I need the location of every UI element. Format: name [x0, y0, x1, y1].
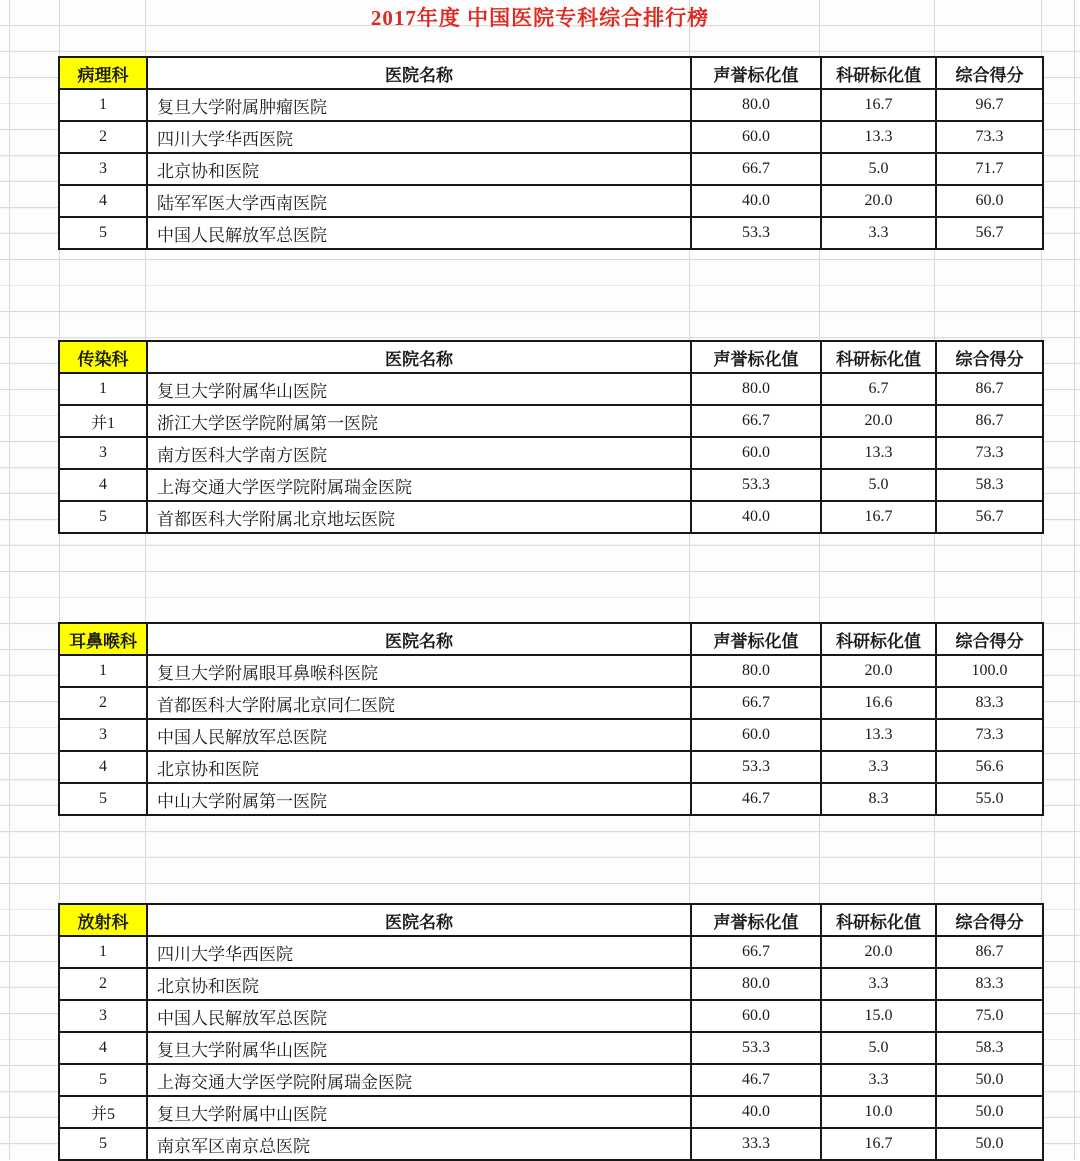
- research-cell: 20.0: [821, 936, 936, 968]
- hospital-cell: 复旦大学附属华山医院: [147, 1032, 691, 1064]
- table-row: [59, 373, 1043, 405]
- column-header-reputation: 声誉标化值: [691, 57, 821, 89]
- rank-cell: 并5: [59, 1096, 147, 1128]
- rank-cell: 1: [59, 655, 147, 687]
- reputation-cell: 53.3: [691, 469, 821, 501]
- research-cell: 3.3: [821, 751, 936, 783]
- rank-cell: 2: [59, 968, 147, 1000]
- rank-cell: 并1: [59, 405, 147, 437]
- score-cell: 83.3: [936, 687, 1043, 719]
- column-header-hospital: 医院名称: [147, 341, 691, 373]
- table-row: [59, 185, 1043, 217]
- rank-cell: 1: [59, 89, 147, 121]
- score-cell: 86.7: [936, 405, 1043, 437]
- score-cell: 86.7: [936, 936, 1043, 968]
- score-cell: 50.0: [936, 1064, 1043, 1096]
- column-header-score: 综合得分: [936, 623, 1043, 655]
- reputation-cell: 60.0: [691, 719, 821, 751]
- hospital-cell: 北京协和医院: [147, 968, 691, 1000]
- table-row: [59, 89, 1043, 121]
- table-row: [59, 1032, 1043, 1064]
- hospital-cell: 中山大学附属第一医院: [147, 783, 691, 815]
- research-cell: 20.0: [821, 655, 936, 687]
- reputation-cell: 66.7: [691, 936, 821, 968]
- table-row: [59, 783, 1043, 815]
- column-header-hospital: 医院名称: [147, 57, 691, 89]
- reputation-cell: 80.0: [691, 968, 821, 1000]
- column-header-research: 科研标化值: [821, 57, 936, 89]
- table-row: [59, 501, 1043, 533]
- hospital-cell: 复旦大学附属肿瘤医院: [147, 89, 691, 121]
- table-row: [59, 1128, 1043, 1160]
- reputation-cell: 46.7: [691, 783, 821, 815]
- research-cell: 6.7: [821, 373, 936, 405]
- header-row: [59, 904, 1043, 936]
- score-cell: 55.0: [936, 783, 1043, 815]
- research-cell: 13.3: [821, 121, 936, 153]
- department-label: 放射科: [59, 904, 147, 936]
- hospital-cell: 复旦大学附属中山医院: [147, 1096, 691, 1128]
- research-cell: 5.0: [821, 1032, 936, 1064]
- score-cell: 56.7: [936, 501, 1043, 533]
- research-cell: 3.3: [821, 1064, 936, 1096]
- reputation-cell: 33.3: [691, 1128, 821, 1160]
- score-cell: 50.0: [936, 1096, 1043, 1128]
- table-row: [59, 1000, 1043, 1032]
- column-header-research: 科研标化值: [821, 341, 936, 373]
- table-row: [59, 1064, 1043, 1096]
- column-header-research: 科研标化值: [821, 623, 936, 655]
- rank-cell: 5: [59, 501, 147, 533]
- research-cell: 15.0: [821, 1000, 936, 1032]
- score-cell: 73.3: [936, 719, 1043, 751]
- reputation-cell: 40.0: [691, 185, 821, 217]
- table-row: [59, 217, 1043, 249]
- rank-cell: 5: [59, 217, 147, 249]
- hospital-cell: 南京军区南京总医院: [147, 1128, 691, 1160]
- score-cell: 73.3: [936, 437, 1043, 469]
- reputation-cell: 53.3: [691, 751, 821, 783]
- hospital-cell: 首都医科大学附属北京地坛医院: [147, 501, 691, 533]
- table-row: [59, 968, 1043, 1000]
- reputation-cell: 66.7: [691, 153, 821, 185]
- reputation-cell: 60.0: [691, 121, 821, 153]
- hospital-cell: 首都医科大学附属北京同仁医院: [147, 687, 691, 719]
- table-row: [59, 719, 1043, 751]
- ranking-table-infectious: [58, 340, 1044, 534]
- ranking-table-radiology: [58, 903, 1044, 1161]
- rank-cell: 4: [59, 185, 147, 217]
- rank-cell: 1: [59, 373, 147, 405]
- hospital-cell: 复旦大学附属眼耳鼻喉科医院: [147, 655, 691, 687]
- research-cell: 10.0: [821, 1096, 936, 1128]
- reputation-cell: 40.0: [691, 501, 821, 533]
- header-row: [59, 623, 1043, 655]
- rank-cell: 4: [59, 1032, 147, 1064]
- research-cell: 13.3: [821, 437, 936, 469]
- rank-cell: 4: [59, 469, 147, 501]
- header-row: [59, 341, 1043, 373]
- research-cell: 16.7: [821, 1128, 936, 1160]
- reputation-cell: 80.0: [691, 655, 821, 687]
- hospital-cell: 陆军军医大学西南医院: [147, 185, 691, 217]
- reputation-cell: 53.3: [691, 217, 821, 249]
- score-cell: 75.0: [936, 1000, 1043, 1032]
- rank-cell: 1: [59, 936, 147, 968]
- hospital-cell: 中国人民解放军总医院: [147, 217, 691, 249]
- reputation-cell: 80.0: [691, 373, 821, 405]
- hospital-cell: 北京协和医院: [147, 751, 691, 783]
- hospital-cell: 浙江大学医学院附属第一医院: [147, 405, 691, 437]
- rank-cell: 2: [59, 687, 147, 719]
- score-cell: 60.0: [936, 185, 1043, 217]
- hospital-cell: 四川大学华西医院: [147, 936, 691, 968]
- table-row: [59, 1096, 1043, 1128]
- hospital-cell: 四川大学华西医院: [147, 121, 691, 153]
- score-cell: 58.3: [936, 469, 1043, 501]
- rank-cell: 5: [59, 1128, 147, 1160]
- score-cell: 58.3: [936, 1032, 1043, 1064]
- score-cell: 71.7: [936, 153, 1043, 185]
- reputation-cell: 60.0: [691, 1000, 821, 1032]
- reputation-cell: 40.0: [691, 1096, 821, 1128]
- table-row: [59, 469, 1043, 501]
- hospital-cell: 复旦大学附属华山医院: [147, 373, 691, 405]
- column-header-score: 综合得分: [936, 341, 1043, 373]
- research-cell: 5.0: [821, 469, 936, 501]
- research-cell: 20.0: [821, 185, 936, 217]
- column-header-score: 综合得分: [936, 57, 1043, 89]
- score-cell: 96.7: [936, 89, 1043, 121]
- table-row: [59, 655, 1043, 687]
- column-header-reputation: 声誉标化值: [691, 341, 821, 373]
- reputation-cell: 80.0: [691, 89, 821, 121]
- table-row: [59, 121, 1043, 153]
- rank-cell: 5: [59, 1064, 147, 1096]
- research-cell: 13.3: [821, 719, 936, 751]
- table-row: [59, 751, 1043, 783]
- ranking-table-ent: [58, 622, 1044, 816]
- rank-cell: 3: [59, 719, 147, 751]
- rank-cell: 5: [59, 783, 147, 815]
- research-cell: 3.3: [821, 217, 936, 249]
- hospital-cell: 上海交通大学医学院附属瑞金医院: [147, 469, 691, 501]
- research-cell: 16.6: [821, 687, 936, 719]
- rank-cell: 2: [59, 121, 147, 153]
- column-header-hospital: 医院名称: [147, 623, 691, 655]
- rank-cell: 3: [59, 437, 147, 469]
- table-row: [59, 405, 1043, 437]
- research-cell: 20.0: [821, 405, 936, 437]
- score-cell: 100.0: [936, 655, 1043, 687]
- research-cell: 16.7: [821, 501, 936, 533]
- column-header-reputation: 声誉标化值: [691, 623, 821, 655]
- research-cell: 5.0: [821, 153, 936, 185]
- table-row: [59, 437, 1043, 469]
- rank-cell: 3: [59, 153, 147, 185]
- reputation-cell: 46.7: [691, 1064, 821, 1096]
- research-cell: 16.7: [821, 89, 936, 121]
- column-header-research: 科研标化值: [821, 904, 936, 936]
- reputation-cell: 53.3: [691, 1032, 821, 1064]
- table-row: [59, 687, 1043, 719]
- hospital-cell: 北京协和医院: [147, 153, 691, 185]
- reputation-cell: 60.0: [691, 437, 821, 469]
- research-cell: 8.3: [821, 783, 936, 815]
- ranking-table-pathology: [58, 56, 1044, 250]
- reputation-cell: 66.7: [691, 405, 821, 437]
- score-cell: 56.7: [936, 217, 1043, 249]
- department-label: 传染科: [59, 341, 147, 373]
- score-cell: 73.3: [936, 121, 1043, 153]
- rank-cell: 3: [59, 1000, 147, 1032]
- column-header-score: 综合得分: [936, 904, 1043, 936]
- department-label: 耳鼻喉科: [59, 623, 147, 655]
- hospital-cell: 上海交通大学医学院附属瑞金医院: [147, 1064, 691, 1096]
- table-row: [59, 936, 1043, 968]
- rank-cell: 4: [59, 751, 147, 783]
- hospital-cell: 中国人民解放军总医院: [147, 1000, 691, 1032]
- reputation-cell: 66.7: [691, 687, 821, 719]
- score-cell: 50.0: [936, 1128, 1043, 1160]
- column-header-hospital: 医院名称: [147, 904, 691, 936]
- research-cell: 3.3: [821, 968, 936, 1000]
- header-row: [59, 57, 1043, 89]
- page-title: 2017年度 中国医院专科综合排行榜: [370, 6, 710, 30]
- score-cell: 86.7: [936, 373, 1043, 405]
- score-cell: 56.6: [936, 751, 1043, 783]
- table-row: [59, 153, 1043, 185]
- department-label: 病理科: [59, 57, 147, 89]
- column-header-reputation: 声誉标化值: [691, 904, 821, 936]
- score-cell: 83.3: [936, 968, 1043, 1000]
- hospital-cell: 南方医科大学南方医院: [147, 437, 691, 469]
- hospital-cell: 中国人民解放军总医院: [147, 719, 691, 751]
